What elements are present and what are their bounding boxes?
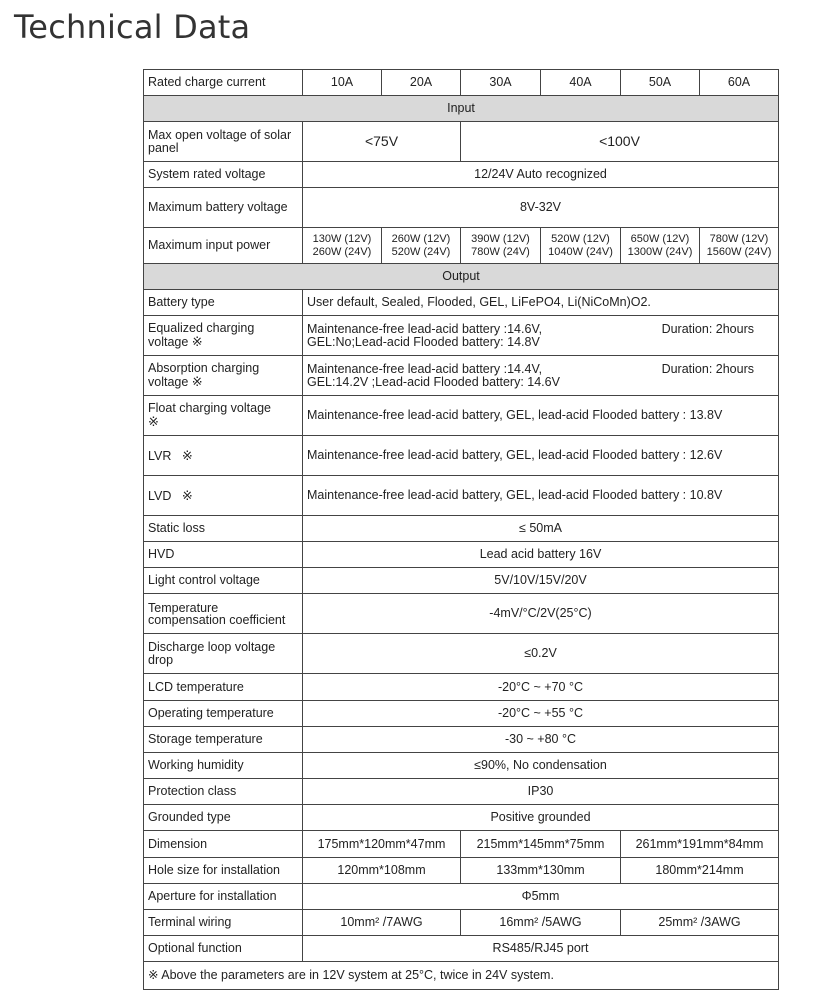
section-row (144, 96, 779, 122)
row-label: HVD (144, 542, 303, 568)
table-row (144, 884, 779, 910)
power-24v: 1300W (24V) (627, 245, 693, 258)
label-text: Absorption charging voltage (148, 361, 260, 389)
power-cell (303, 228, 382, 264)
power-24v: 1040W (24V) (548, 245, 613, 258)
row-label: Maximum battery voltage (144, 188, 303, 228)
table-row (144, 356, 779, 396)
model-header: 50A (621, 70, 700, 96)
row-label (144, 436, 303, 476)
cell-value: -20°C ~ +55 °C (303, 701, 779, 727)
row-label: System rated voltage (144, 162, 303, 188)
reference-mark-icon: ※ (148, 414, 159, 429)
cell-value: -30 ~ +80 °C (303, 727, 779, 753)
table-row (144, 727, 779, 753)
table-row (144, 436, 779, 476)
reference-mark-icon: ※ (181, 447, 193, 463)
value-line: Maintenance-free lead-acid battery :14.4V, (307, 361, 543, 376)
table-row (144, 831, 779, 858)
cell-value: 120mm*108mm (303, 858, 461, 884)
cell-value: 180mm*214mm (621, 858, 779, 884)
table-row (144, 476, 779, 516)
cell-value: 10mm² /7AWG (303, 910, 461, 936)
cell-value: 5V/10V/15V/20V (303, 568, 779, 594)
table-row (144, 316, 779, 356)
cell-value: RS485/RJ45 port (303, 936, 779, 962)
power-cell (621, 228, 700, 264)
row-label (144, 396, 303, 436)
row-label: Hole size for installation (144, 858, 303, 884)
power-12v: 650W (12V) (630, 232, 690, 245)
table-row (144, 70, 779, 96)
table-row (144, 542, 779, 568)
cell-value (303, 356, 779, 396)
row-label: Dimension (144, 831, 303, 858)
cell-value: <100V (461, 122, 779, 162)
cell-value: ≤90%, No condensation (303, 753, 779, 779)
row-label: Max open voltage of solar panel (144, 122, 303, 162)
cell-value: 8V-32V (303, 188, 779, 228)
row-label (144, 316, 303, 356)
section-header-output: Output (144, 264, 779, 290)
row-label: Grounded type (144, 805, 303, 831)
cell-value: Positive grounded (303, 805, 779, 831)
table-row (144, 701, 779, 727)
cell-value: Maintenance-free lead-acid battery, GEL, lead-acid Flooded battery : 10.8V (303, 476, 779, 516)
cell-value: <75V (303, 122, 461, 162)
table-row (144, 188, 779, 228)
cell-value: Φ5mm (303, 884, 779, 910)
row-label: Optional function (144, 936, 303, 962)
row-label: Aperture for installation (144, 884, 303, 910)
table-row (144, 162, 779, 188)
row-label: Operating temperature (144, 701, 303, 727)
table-row (144, 290, 779, 316)
model-header: 20A (382, 70, 461, 96)
table-row (144, 396, 779, 436)
table-row (144, 568, 779, 594)
reference-mark-icon: ※ (181, 487, 193, 503)
row-label: Terminal wiring (144, 910, 303, 936)
cell-value: Maintenance-free lead-acid battery, GEL, lead-acid Flooded battery : 12.6V (303, 436, 779, 476)
power-cell (461, 228, 541, 264)
value-line: Maintenance-free lead-acid battery :14.6V, (307, 321, 543, 336)
model-header: 40A (541, 70, 621, 96)
table-row (144, 122, 779, 162)
cell-value: -20°C ~ +70 °C (303, 674, 779, 701)
cell-value (303, 316, 779, 356)
row-label: Storage temperature (144, 727, 303, 753)
cell-value: -4mV/°C/2V(25°C) (303, 594, 779, 634)
cell-value: 133mm*130mm (461, 858, 621, 884)
power-12v: 390W (12V) (471, 232, 530, 245)
duration: Duration: 2hours (661, 361, 754, 376)
value-line: GEL:14.2V ;Lead-acid Flooded battery: 14.6V (307, 374, 560, 389)
power-24v: 1560W (24V) (706, 245, 772, 258)
technical-data-table (143, 69, 779, 990)
model-header: 60A (700, 70, 779, 96)
power-cell (382, 228, 461, 264)
cell-value: Lead acid battery 16V (303, 542, 779, 568)
row-label: Light control voltage (144, 568, 303, 594)
footnote-row (144, 962, 779, 990)
table-row (144, 228, 779, 264)
row-label: Rated charge current (144, 70, 303, 96)
table-row (144, 779, 779, 805)
table-row (144, 516, 779, 542)
table-row (144, 936, 779, 962)
duration: Duration: 2hours (661, 321, 754, 336)
reference-mark-icon: ※ (191, 334, 203, 349)
row-label (144, 476, 303, 516)
table-row (144, 753, 779, 779)
section-row (144, 264, 779, 290)
row-label: Working humidity (144, 753, 303, 779)
cell-value: 16mm² /5AWG (461, 910, 621, 936)
reference-mark-icon: ※ (191, 374, 203, 389)
power-cell (541, 228, 621, 264)
label-text: Equalized charging voltage (148, 321, 255, 349)
power-12v: 260W (12V) (391, 232, 451, 245)
cell-value: 12/24V Auto recognized (303, 162, 779, 188)
footnote: ※ Above the parameters are in 12V system at 25°C, twice in 24V system. (144, 962, 779, 990)
row-label: Static loss (144, 516, 303, 542)
power-24v: 780W (24V) (471, 245, 530, 258)
model-header: 10A (303, 70, 382, 96)
cell-value: 215mm*145mm*75mm (461, 831, 621, 858)
table-row (144, 858, 779, 884)
row-label: Protection class (144, 779, 303, 805)
power-24v: 260W (24V) (312, 245, 372, 258)
power-cell (700, 228, 779, 264)
row-label: Discharge loop voltage drop (144, 634, 303, 674)
row-label: Battery type (144, 290, 303, 316)
power-12v: 520W (12V) (551, 232, 610, 245)
cell-value: 175mm*120mm*47mm (303, 831, 461, 858)
label-text: LVR (148, 448, 172, 463)
table-row (144, 910, 779, 936)
row-label: Maximum input power (144, 228, 303, 264)
row-label: LCD temperature (144, 674, 303, 701)
page-title: Technical Data (14, 8, 251, 46)
cell-value: IP30 (303, 779, 779, 805)
row-label: Temperature compensation coefficient (144, 594, 303, 634)
table-row (144, 594, 779, 634)
power-24v: 520W (24V) (391, 245, 451, 258)
cell-value: User default, Sealed, Flooded, GEL, LiFePO4, Li(NiCoMn)O2. (303, 290, 779, 316)
table-row (144, 674, 779, 701)
row-label (144, 356, 303, 396)
cell-value: 25mm² /3AWG (621, 910, 779, 936)
label-text: Float charging voltage (148, 401, 271, 415)
value-line: GEL:No;Lead-acid Flooded battery: 14.8V (307, 334, 540, 349)
cell-value: ≤ 50mA (303, 516, 779, 542)
cell-value: ≤0.2V (303, 634, 779, 674)
model-header: 30A (461, 70, 541, 96)
table-row (144, 634, 779, 674)
label-text: LVD (148, 488, 172, 503)
section-header-input: Input (144, 96, 779, 122)
power-12v: 780W (12V) (709, 232, 769, 245)
cell-value: Maintenance-free lead-acid battery, GEL, lead-acid Flooded battery : 13.8V (303, 396, 779, 436)
table-row (144, 805, 779, 831)
cell-value: 261mm*191mm*84mm (621, 831, 779, 858)
power-12v: 130W (12V) (312, 232, 372, 245)
